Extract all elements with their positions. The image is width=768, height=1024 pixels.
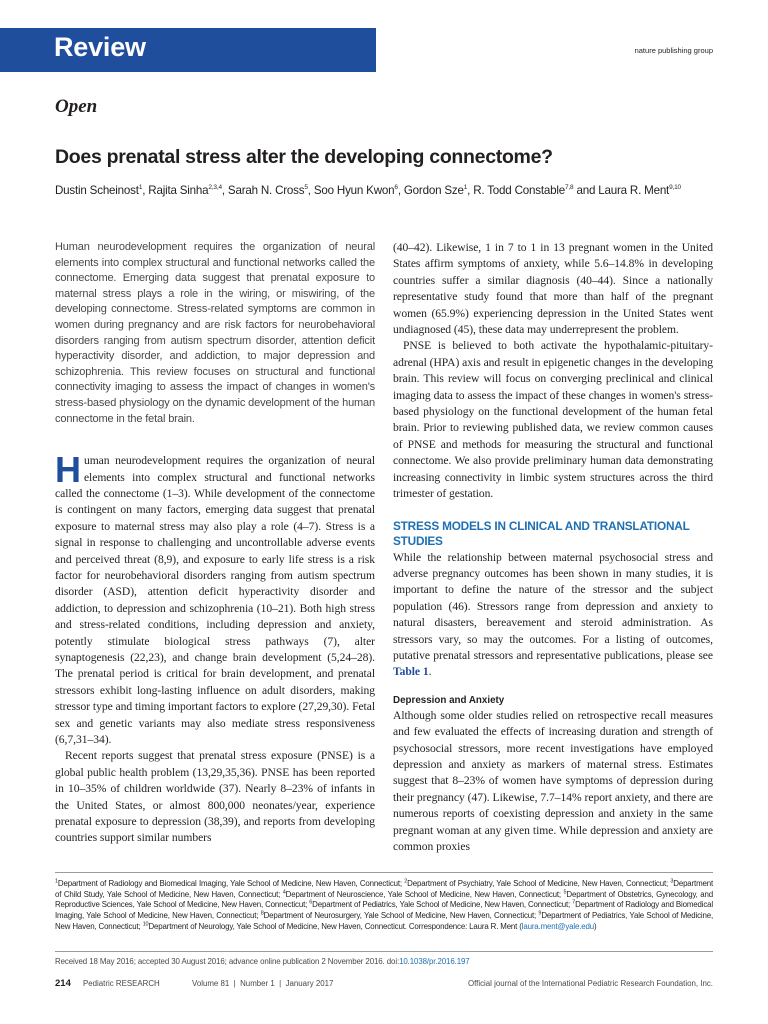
affiliation-list	[55, 879, 713, 931]
author-name: R. Todd Constable	[473, 184, 565, 197]
received-dates	[55, 951, 713, 966]
affiliation-footnotes	[55, 872, 713, 933]
author-affiliation-number: 6	[394, 184, 398, 192]
intro-paragraph-1	[55, 449, 375, 748]
author-name: Dustin Scheinost	[55, 184, 139, 197]
volume-info: Volume 81 | Number 1 | January 2017	[192, 979, 334, 988]
intro-paragraph-1-text: uman neurodevelopment requires the organization of neural elements into complex structural and functional networks called the connectome (1–3). While development of the connectome is contingent on many factors, emerging data suggest that prenatal exposure to maternal stress may also play a role (4–7). Stress is a signal in response to challenging and uncontrollable adverse events and perceived threat (8,9), and exposure to early life stress is a risk factor for neurobehavioral disorders ranging from autism spectrum disorder (ASD), attention deficit hyperactivity disorder and addiction, to depression and schizophrenia (10–21). Both high stress and stress-related conditions, including depression and anxiety, potently stimulate biological stress pathways (7), alter synaptogenesis (22,23), and change brain development (5,24–28). The prenatal period is critical for brain development, and prenatal stressors exhibit long-lasting influence on adult disorders, making stressor type and timing important factors to explore (27,29,30). Fetal sex and genetic variants may also mediate stress responsiveness (6,7,31–34).	[55, 454, 375, 747]
article-title: Does prenatal stress alter the developing connectome?	[55, 146, 553, 168]
official-journal-note: Official journal of the International Pediatric Research Foundation, Inc.	[467, 979, 713, 988]
affiliation-text: Department of Child Study, Yale School of Medicine, New Haven, Connecticut;	[55, 879, 714, 899]
affiliation-text: Department of Neurosurgery, Yale School of Medicine, New Haven, Connecticut;	[263, 911, 539, 921]
author-list: Dustin Scheinost$^1$, Rajita Sinha$^{2,3,4}$, Sarah N. Cross$^5$, Soo Hyun Kwon$^6$, Gordon Sze$^1$, R. Todd Constable$^{7,8}$ and Laura R. Ment$^{9,10}$	[55, 184, 681, 197]
author-affiliation-number: 7,8	[564, 184, 574, 192]
affiliation-number: 3	[670, 878, 674, 885]
open-access-label: Open	[55, 96, 98, 117]
doi-link[interactable]: 10.1038/pr.2016.197	[399, 957, 470, 966]
affiliation-number: 4	[282, 889, 286, 896]
affiliation-text: Department of Radiology and Biomedical Imaging, Yale School of Medicine, New Haven, Connecticut;	[57, 879, 405, 888]
affiliation-number: 1	[55, 878, 58, 885]
introduction	[55, 449, 375, 847]
affiliation-text: Department of Obstetrics, Gynecology, and Reproductive Sciences, Yale School of Medicine, New Haven, Connecticut;	[55, 889, 713, 910]
intro-paragraph-2: Recent reports suggest that prenatal stress exposure (PNSE) is a global public health problem (13,29,35,36). PNSE has been reported in 10–35% of children worldwide (37). Nearly 8–23% of infants in the United States, or almost 800,000 neonates/year, experience prenatal exposure to depression (38,39), and reports from developing countries support similar numbers	[55, 749, 375, 845]
page-footer	[55, 978, 713, 992]
affiliation-number: 7	[572, 899, 576, 906]
affiliation-number: 6	[309, 899, 313, 906]
section-banner	[0, 28, 376, 72]
affiliation-text: Department of Neurology, Yale School of Medicine, New Haven, Connecticut.	[148, 921, 409, 931]
correspondence-close: )	[594, 921, 597, 931]
section-paragraph-1	[393, 550, 713, 681]
received-text: Received 18 May 2016; accepted 30 August 2016; advance online publication 2 November 2016. doi:	[55, 957, 400, 966]
drop-cap: H	[55, 449, 81, 491]
affiliation-text: Department of Radiology and Biomedical Imaging, Yale School of Medicine, New Haven, Connecticut;	[55, 900, 713, 921]
affiliation-number: 8	[260, 910, 264, 917]
author-affiliation-number: 2,3,4	[208, 184, 222, 192]
section-heading-stress-models: STRESS MODELS IN CLINICAL AND TRANSLATIONAL STUDIES	[393, 518, 690, 548]
affiliation-number: 2	[404, 878, 408, 885]
affiliation-text: Department of Pediatrics, Yale School of Medicine, New Haven, Connecticut;	[55, 911, 713, 931]
affiliation-number: 5	[563, 889, 567, 896]
correspondence-label: Correspondence: Laura R. Ment (	[408, 921, 522, 931]
table-1-link[interactable]: Table 1	[393, 665, 429, 679]
affiliation-number: 9	[538, 910, 542, 917]
abstract: Human neurodevelopment requires the organization of neural elements into complex structural and functional networks called the connectome. Emerging data suggest that prenatal exposure to maternal stress plays a role in the wiring, or miswiring, of the developing connectome. Stress-related symptoms are common in women during pregnancy and are risk factors for neurobehavioral disorders ranging from autism spectrum disorder, attention deficit hyperactivity disorder, and addiction, to major depression and schizophrenia. This review focuses on structural and functional connectivity imaging to assess the impact of changes in women's stress-based physiology on the dynamic development of the human connectome in the fetal brain.	[55, 241, 375, 425]
page-number: 214	[55, 978, 71, 989]
author-name: Sarah N. Cross	[227, 184, 305, 197]
section-paragraph-1-tail: .	[428, 665, 432, 679]
author-affiliation-number: 9,10	[669, 184, 681, 192]
left-column	[55, 240, 375, 847]
section-paragraph-1-text: While the relationship between maternal psychosocial stress and adverse pregnancy outcomes has been shown in many studies, it is important to define the nature of the stressor and the subject population (46). Stressors range from depression and anxiety to natural disasters, bereavement and steroid administration. As stressors vary, so may the outcomes. For a listing of outcomes, putative prenatal stressors and representative publications, please see	[393, 550, 713, 662]
affiliation-number: 10	[142, 921, 149, 928]
affiliation-text: Department of Pediatrics, Yale School of Medicine, New Haven, Connecticut;	[312, 900, 573, 910]
subsection-paragraph-1: Although some older studies relied on retrospective recall measures and few evaluated the effects of increasing duration and strength of psychosocial stressors, more recent investigations have employed depression and anxiety as markers of maternal stress. Estimates suggest that 8–23% of women have symptoms of depression during their pregnancy (47). Likewise, 7.7–14% report anxiety, and there are numerous reports of coexisting depression and anxiety in the same pregnant woman at any given time. While depression and anxiety are common proxies	[393, 708, 713, 853]
right-paragraph-1: (40–42). Likewise, 1 in 7 to 1 in 13 pregnant women in the United States affirm symptoms of anxiety, while 5.6–14.8% in developing countries suffer a similar diagnosis (40–44). Since a nationally representative study found that more than half of the pregnant women (65.9%) experiencing depression in the United States went undiagnosed (45), these data may underrepresent the problem.	[393, 241, 713, 337]
author-name: Laura R. Ment	[598, 184, 670, 197]
author-name: Rajita Sinha	[148, 184, 209, 197]
affiliation-text: Department of Psychiatry, Yale School of Medicine, New Haven, Connecticut;	[407, 879, 671, 888]
section-label: Review	[54, 32, 146, 62]
subsection-heading-depression-anxiety: Depression and Anxiety	[393, 694, 505, 706]
author-affiliation-number: 1	[463, 184, 468, 192]
affiliation-text: Department of Neuroscience, Yale School of Medicine, New Haven, Connecticut;	[285, 889, 564, 899]
author-name: Gordon Sze	[403, 184, 464, 197]
journal-name: Pediatric RESEARCH	[83, 979, 160, 988]
author-affiliation-number: 1	[138, 184, 143, 192]
author-name: Soo Hyun Kwon	[313, 184, 395, 197]
right-paragraph-2: PNSE is believed to both activate the hypothalamic-pituitary-adrenal (HPA) axis and result in epigenetic changes in the developing brain. This review will focus on converging preclinical and clinical imaging data to assess the impact of these changes in women's stress-based physiology on the functional development of the human fetal brain. Prior to reviewing published data, we review common causes of PNSE and methods for measuring the structural and functional connectome. We also provide preliminary human data demonstrating increasing connectivity in limbic system structures across the third trimester of gestation.	[393, 339, 713, 501]
right-column	[393, 240, 713, 855]
correspondence-email-link[interactable]: laura.ment@yale.edu	[521, 921, 595, 931]
author-affiliation-number: 5	[304, 184, 308, 192]
publisher-name: nature publishing group	[634, 46, 713, 55]
